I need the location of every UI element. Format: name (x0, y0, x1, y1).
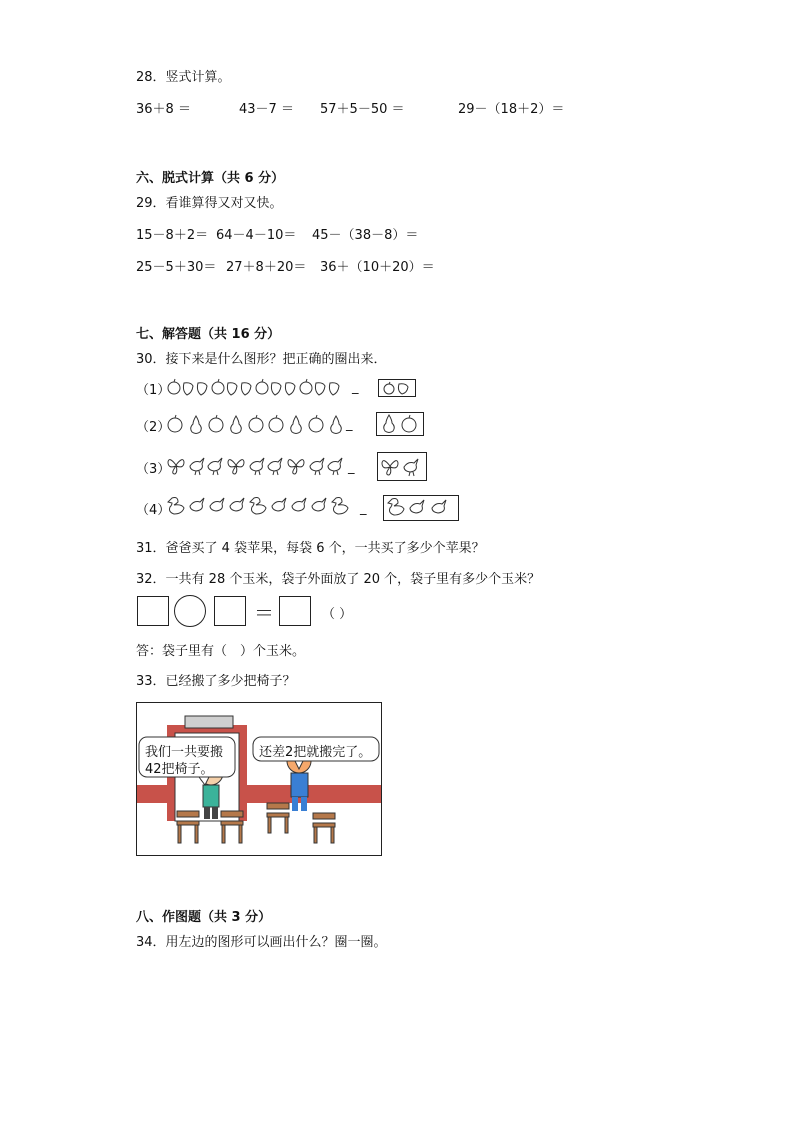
strawberry-icon (197, 383, 207, 395)
q28-item: 57＋5－50 ＝ (320, 102, 405, 117)
bird-icon (268, 458, 282, 475)
bird-icon (208, 458, 222, 475)
apple-icon (256, 379, 268, 394)
q29-item: 45－（38－8）＝ (312, 228, 419, 243)
apple-icon (209, 415, 223, 432)
bird-icon (312, 498, 326, 511)
bird-icon (310, 458, 324, 475)
strawberry-icon (227, 383, 237, 395)
bubble-left-line2: 42把椅子。 (145, 762, 214, 777)
apple-icon (212, 379, 224, 394)
strawberry-icon (285, 383, 295, 395)
answer-box[interactable] (214, 596, 246, 626)
bird-icon (190, 458, 204, 475)
section7-title: 七、解答题（共 16 分） (136, 327, 281, 342)
q30-blank-2: _ (346, 417, 353, 432)
q29-item: 27＋8＋20＝ (226, 260, 307, 275)
pear-icon (384, 415, 395, 433)
butterfly-icon (168, 460, 184, 474)
bird-icon (272, 498, 286, 511)
apple-icon (309, 415, 323, 432)
butterfly-icon (228, 460, 244, 474)
bird-icon (190, 498, 204, 511)
q30-label-4: （4） (136, 503, 171, 518)
answer-box[interactable] (137, 596, 169, 626)
q30-seq-4-figures (166, 494, 366, 518)
apple-icon (384, 382, 394, 394)
q30-option-2[interactable] (376, 412, 424, 436)
bubble-left-line1: 我们一共要搬 (145, 745, 224, 760)
operator-circle[interactable] (174, 595, 206, 627)
q29-item: 25－5＋30＝ (136, 260, 217, 275)
q32-title: 32．一共有 28 个玉米，袋子外面放了 20 个，袋子里有多少个玉米？ (136, 572, 541, 587)
strawberry-icon (329, 383, 339, 395)
q30-seq-3-figures (166, 452, 356, 478)
q32-answer: 答：袋子里有（ ）个玉米。 (136, 644, 306, 659)
q30-blank-4: _ (360, 501, 367, 516)
bird-icon (410, 500, 424, 513)
q29-title: 29．看谁算得又对又快。 (136, 196, 283, 211)
q30-option-1[interactable] (378, 379, 416, 397)
strawberry-icon (315, 383, 325, 395)
q29-item: 15－8＋2＝ (136, 228, 209, 243)
q28-item: 36＋8 ＝ (136, 102, 191, 117)
section8-title: 八、作图题（共 3 分） (136, 910, 272, 925)
bird-icon (328, 458, 342, 475)
q30-blank-1: _ (352, 380, 359, 395)
bird-icon (210, 498, 224, 511)
unit-parens: （ ） (322, 607, 353, 622)
apple-icon (300, 379, 312, 394)
q28-item: 43－7 ＝ (239, 102, 294, 117)
apple-icon (168, 379, 180, 394)
section6-title: 六、脱式计算（共 6 分） (136, 171, 285, 186)
pear-icon (291, 416, 302, 434)
q30-option-4[interactable] (383, 495, 459, 521)
butterfly-icon (288, 460, 304, 474)
q29-item: 64－4－10＝ (216, 228, 297, 243)
apple-icon (168, 415, 182, 432)
q30-seq-1-figures (166, 378, 366, 398)
pear-icon (331, 416, 342, 434)
classroom-scene (137, 703, 381, 855)
q33-title: 33．已经搬了多少把椅子？ (136, 674, 296, 689)
q30-label-3: （3） (136, 462, 171, 477)
q30-label-2: （2） (136, 420, 171, 435)
duck-icon (168, 498, 184, 515)
apple-icon (249, 415, 263, 432)
pear-icon (191, 416, 202, 434)
duck-icon (250, 498, 266, 515)
bubble-right-text: 还差2把就搬完了。 (259, 745, 372, 760)
equals-sign: ＝ (254, 601, 274, 625)
q33-illustration (136, 702, 382, 856)
q30-label-1: （1） (136, 383, 171, 398)
q28-title: 28．竖式计算。 (136, 70, 231, 85)
apple-icon (269, 415, 283, 432)
q30-blank-3: _ (348, 460, 355, 475)
pear-icon (231, 416, 242, 434)
bird-icon (250, 458, 264, 475)
q29-item: 36＋（10＋20）＝ (320, 260, 435, 275)
duck-icon (332, 498, 348, 515)
q30-seq-2-figures (166, 413, 356, 435)
strawberry-icon (241, 383, 251, 395)
apple-icon (402, 415, 416, 432)
duck-icon (388, 499, 404, 516)
strawberry-icon (183, 383, 193, 395)
bird-icon (404, 459, 418, 476)
strawberry-icon (271, 383, 281, 395)
bird-icon (432, 500, 446, 513)
q34-title: 34．用左边的图形可以画出什么？圈一圈。 (136, 935, 387, 950)
q31-title: 31．爸爸买了 4 袋苹果，每袋 6 个，一共买了多少个苹果？ (136, 541, 485, 556)
result-box[interactable] (279, 596, 311, 626)
butterfly-icon (382, 461, 398, 475)
q30-title: 30．接下来是什么图形？把正确的圈出来． (136, 352, 387, 367)
q30-option-3[interactable] (377, 452, 427, 481)
bird-icon (230, 498, 244, 511)
q28-item: 29－（18＋2）＝ (458, 102, 565, 117)
strawberry-icon (398, 384, 408, 394)
bird-icon (292, 498, 306, 511)
